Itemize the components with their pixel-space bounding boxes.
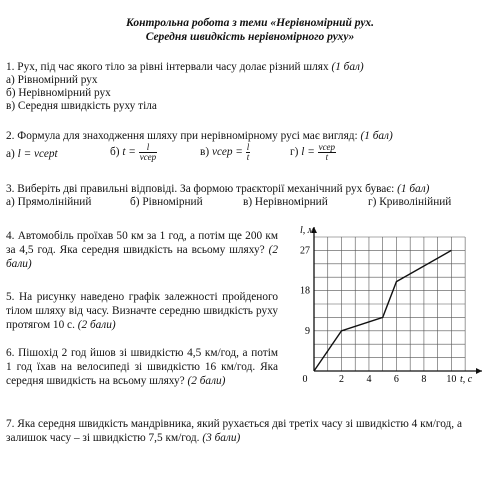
question-3-option-b: б) Рівномірний <box>130 196 203 208</box>
question-6 <box>6 346 278 388</box>
x-tick-label: 2 <box>338 374 344 385</box>
y-axis-label: l, м <box>300 225 315 236</box>
formula-d-fraction: $\frac{\text{vсер}}{t}$ <box>318 142 336 162</box>
question-1-option-b: б) Нерівномірний рух <box>6 87 111 99</box>
x-tick-label: 4 <box>366 374 372 385</box>
document-title-line1: Контрольна робота з теми «Нерівномірний рух. <box>126 17 374 29</box>
question-5-points: (2 бали) <box>77 319 116 331</box>
x-tick-label: 6 <box>393 374 399 385</box>
question-2-option-d: г) l = $\frac{\text{vсер}}{t}$ <box>290 142 336 162</box>
x-tick-label: 8 <box>421 374 427 385</box>
x-axis-label: t, с <box>460 374 473 385</box>
question-1 <box>6 61 364 74</box>
formula-b-fraction: $\frac{l}{\text{vсер}}$ <box>139 142 157 162</box>
y-tick-label: 18 <box>300 285 310 297</box>
question-7-text: 7. Яка середня швидкість мандрівника, який рухається дві третіх часу зі швидкістю 4 км/год, а залишок часу – зі швидкістю 7,5 км/год. <box>6 418 462 444</box>
formula-a: l = vсерt <box>17 148 58 160</box>
question-2-points: (1 бал) <box>360 130 393 142</box>
distance-time-graph <box>284 223 494 388</box>
y-tick-label: 27 <box>300 245 310 257</box>
question-4 <box>6 229 278 271</box>
question-1-option-c: в) Середня швидкість руху тіла <box>6 100 157 112</box>
question-6-points: (2 бали) <box>187 375 226 387</box>
question-3 <box>6 183 429 196</box>
question-3-option-c: в) Нерівномірний <box>243 196 328 208</box>
question-6-text: 6. Пішохід 2 год йшов зі швидкістю 4,5 км/год, а потім 1 год їхав на велосипеді зі швидкістю 16 км/год. Яка середня швидкість на всьому шляху? <box>6 347 278 387</box>
question-4-points: (2 бали) <box>6 244 279 270</box>
x-tick-label: 0 <box>302 374 308 385</box>
document-title-line2: Середня швидкість нерівномірного руху» <box>145 31 355 43</box>
question-3-option-a: а) Прямолінійний <box>6 196 92 208</box>
question-1-points: (1 бал) <box>331 61 364 73</box>
question-3-option-d: г) Криволінійний <box>368 196 452 208</box>
x-tick-label: 10 <box>446 374 457 385</box>
question-3-text: 3. Виберіть дві правильні відповіді. За формою траєкторії механічний рух буває: <box>6 183 395 195</box>
formula-c-fraction: $\frac{l}{t}$ <box>246 142 250 162</box>
question-2-text: 2. Формула для знаходження шляху при нерівномірному русі має вигляд: <box>6 130 358 142</box>
question-2-option-a: а) l = vсерt <box>6 148 58 160</box>
question-4-text: 4. Автомобіль проїхав 50 км за 1 год, а потім ще 200 км за 4,5 год. Яка середня швидкість на всьому шляху? <box>6 230 278 256</box>
question-7 <box>6 417 494 445</box>
question-2-option-c: в) vсер = $\frac{l}{t}$ <box>200 142 250 162</box>
question-5 <box>6 290 278 332</box>
question-1-option-a: а) Рівномірний рух <box>6 74 98 86</box>
question-5-text: 5. На рисунку наведено графік залежності пройденого тілом шляху від часу. Визначте середню швидкість руху протягом 10 с. <box>6 291 278 331</box>
question-3-points: (1 бал) <box>397 183 430 195</box>
question-2-option-b: б) t = $\frac{l}{\text{vсер}}$ <box>110 142 157 162</box>
x-axis-arrow-icon <box>476 368 482 374</box>
question-1-text: 1. Рух, під час якого тіло за рівні інтервали часу долає різний шлях <box>6 61 329 73</box>
question-7-points: (3 бали) <box>202 432 241 444</box>
y-tick-label: 9 <box>305 325 310 337</box>
